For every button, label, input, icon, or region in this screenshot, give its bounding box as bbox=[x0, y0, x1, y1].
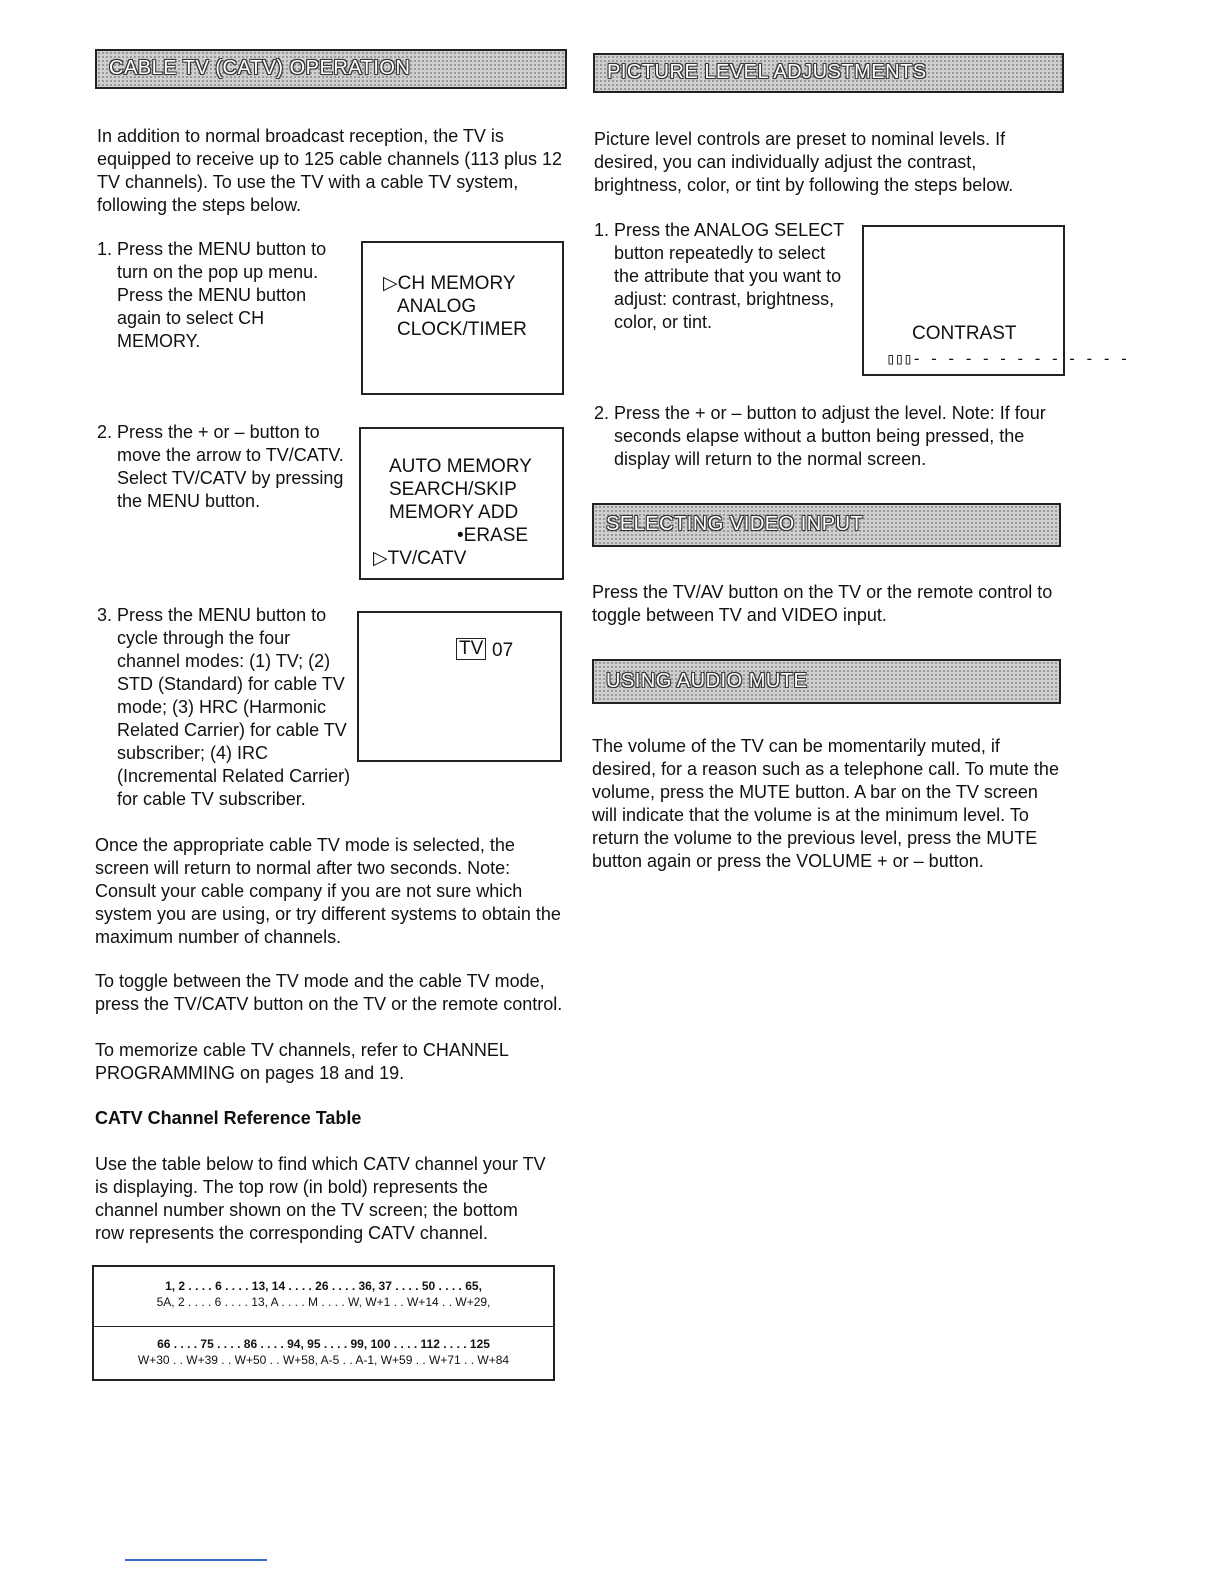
table-row-2-tv: 66 . . . . 75 . . . . 86 . . . . 94, 95 . . . . 99, 100 . . . . 112 . . . . 125 bbox=[157, 1337, 490, 1351]
table-intro-paragraph: Use the table below to find which CATV channel your TV is displaying. The top row (in bold) represents the channel number shown on the TV screen; the bottom row represents the corresponding CATV channel. bbox=[95, 1154, 546, 1243]
bottom-rule bbox=[125, 1559, 267, 1561]
contrast-screen bbox=[862, 225, 1128, 376]
contrast-level-bar: ▯▯▯- - - - - - - - - - - - - bbox=[886, 349, 1128, 368]
table-row-2-catv: W+30 . . W+39 . . W+50 . . W+58, A-5 . . A-1, W+59 . . W+71 . . W+84 bbox=[137, 1353, 510, 1367]
step-text: Press the ANALOG SELECT button repeatedly to select the attribute that you want to adjust: contrast, brightness, color, or tint. bbox=[614, 220, 844, 332]
menu-screen-ch-memory bbox=[361, 241, 564, 395]
menu-item: MEMORY ADD bbox=[389, 502, 519, 523]
channel-number: 07 bbox=[492, 640, 514, 661]
step-number: 2. bbox=[594, 403, 610, 423]
cable-step-2 bbox=[97, 421, 347, 513]
table-row-1-catv: 5A, 2 . . . . 6 . . . . 13, A . . . . M . . . . W, W+1 . . W+14 . . W+29, bbox=[156, 1295, 491, 1309]
contrast-label: CONTRAST bbox=[912, 323, 1017, 344]
step-text: Press the + or – button to adjust the level. Note: If four seconds elapse without a button being pressed, the display will return to the normal screen. bbox=[614, 403, 1046, 469]
banner-picture-level bbox=[593, 53, 1064, 93]
step-number: 1. bbox=[594, 220, 610, 240]
toggle-paragraph: To toggle between the TV mode and the cable TV mode, press the TV/CATV button on the TV or the remote control. bbox=[95, 971, 563, 1014]
picture-intro-paragraph: Picture level controls are preset to nominal levels. If desired, you can individually adjust the contrast, brightness, color, or tint by following the steps below. bbox=[594, 129, 1014, 195]
banner-picture-level-title: PICTURE LEVEL ADJUSTMENTS bbox=[607, 61, 927, 83]
step-text: Press the MENU button to turn on the pop up menu. Press the MENU button again to select CH MEMORY. bbox=[117, 239, 327, 351]
banner-video-input bbox=[592, 503, 1061, 547]
menu-screen-tv-catv bbox=[359, 427, 564, 580]
step-number: 1. bbox=[97, 239, 113, 259]
menu-item: SEARCH/SKIP bbox=[389, 479, 517, 500]
step-text-part: Press the MENU button to cycle through the four channel modes: (1) TV; (2) STD (Standard) for cable TV mode; (3) HRC (Harmonic Related Carrier) for cable TV subscriber; (4) IRC (Incremental Related Carrier) for cable TV subscriber. bbox=[117, 605, 351, 809]
table-heading: CATV Channel Reference Table bbox=[95, 1108, 362, 1128]
menu-item: ▷TV/CATV bbox=[373, 548, 467, 569]
table-divider bbox=[94, 1326, 553, 1327]
channel-display-screen bbox=[357, 611, 562, 762]
video-input-paragraph: Press the TV/AV button on the TV or the remote control to toggle between TV and VIDEO input. bbox=[592, 582, 1053, 625]
banner-cable-tv bbox=[95, 49, 567, 89]
step-text: Press the + or – button to move the arrow to TV/CATV. Select TV/CATV by pressing the MENU button. bbox=[117, 422, 344, 511]
step-number: 3. bbox=[97, 605, 113, 625]
banner-audio-mute-title: USING AUDIO MUTE bbox=[606, 670, 808, 692]
menu-item: ANALOG bbox=[397, 296, 477, 317]
picture-step-2 bbox=[594, 402, 1064, 471]
memorize-paragraph: To memorize cable TV channels, refer to CHANNEL PROGRAMMING on pages 18 and 19. bbox=[95, 1040, 509, 1083]
audio-mute-paragraph: The volume of the TV can be momentarily muted, if desired, for a reason such as a telephone call. To mute the volume, press the MUTE button. A bar on the TV screen will indicate that the volume is at the minimum level. To return the volume to the previous level, press the MUTE button again or press the VOLUME + or – button. bbox=[592, 736, 1059, 871]
step-number: 2. bbox=[97, 422, 113, 442]
banner-video-input-title: SELECTING VIDEO INPUT bbox=[606, 513, 864, 535]
cable-intro-paragraph: In addition to normal broadcast reception, the TV is equipped to receive up to 125 cable channels (113 plus 12 TV channels). To use the TV with a cable TV system, following the steps below. bbox=[97, 126, 563, 215]
cable-step-1 bbox=[97, 238, 347, 353]
table-row-1-tv: 1, 2 . . . . 6 . . . . 13, 14 . . . . 26 . . . . 36, 37 . . . . 50 . . . . 65, bbox=[165, 1279, 482, 1293]
banner-audio-mute bbox=[592, 659, 1061, 704]
banner-cable-tv-title: CABLE TV (CATV) OPERATION bbox=[109, 57, 411, 79]
tv-mode-badge: TV bbox=[456, 638, 486, 660]
once-paragraph: Once the appropriate cable TV mode is selected, the screen will return to normal after two seconds. Note: Consult your cable company if you are not sure which system you are using, or try different systems to obtain the maximum number of channels. bbox=[95, 835, 561, 947]
menu-item: AUTO MEMORY bbox=[389, 456, 532, 477]
catv-reference-table bbox=[92, 1265, 555, 1381]
menu-item: •ERASE bbox=[457, 525, 529, 546]
picture-step-1 bbox=[594, 219, 849, 334]
menu-item: CLOCK/TIMER bbox=[397, 319, 527, 340]
menu-item: ▷CH MEMORY bbox=[383, 273, 516, 294]
